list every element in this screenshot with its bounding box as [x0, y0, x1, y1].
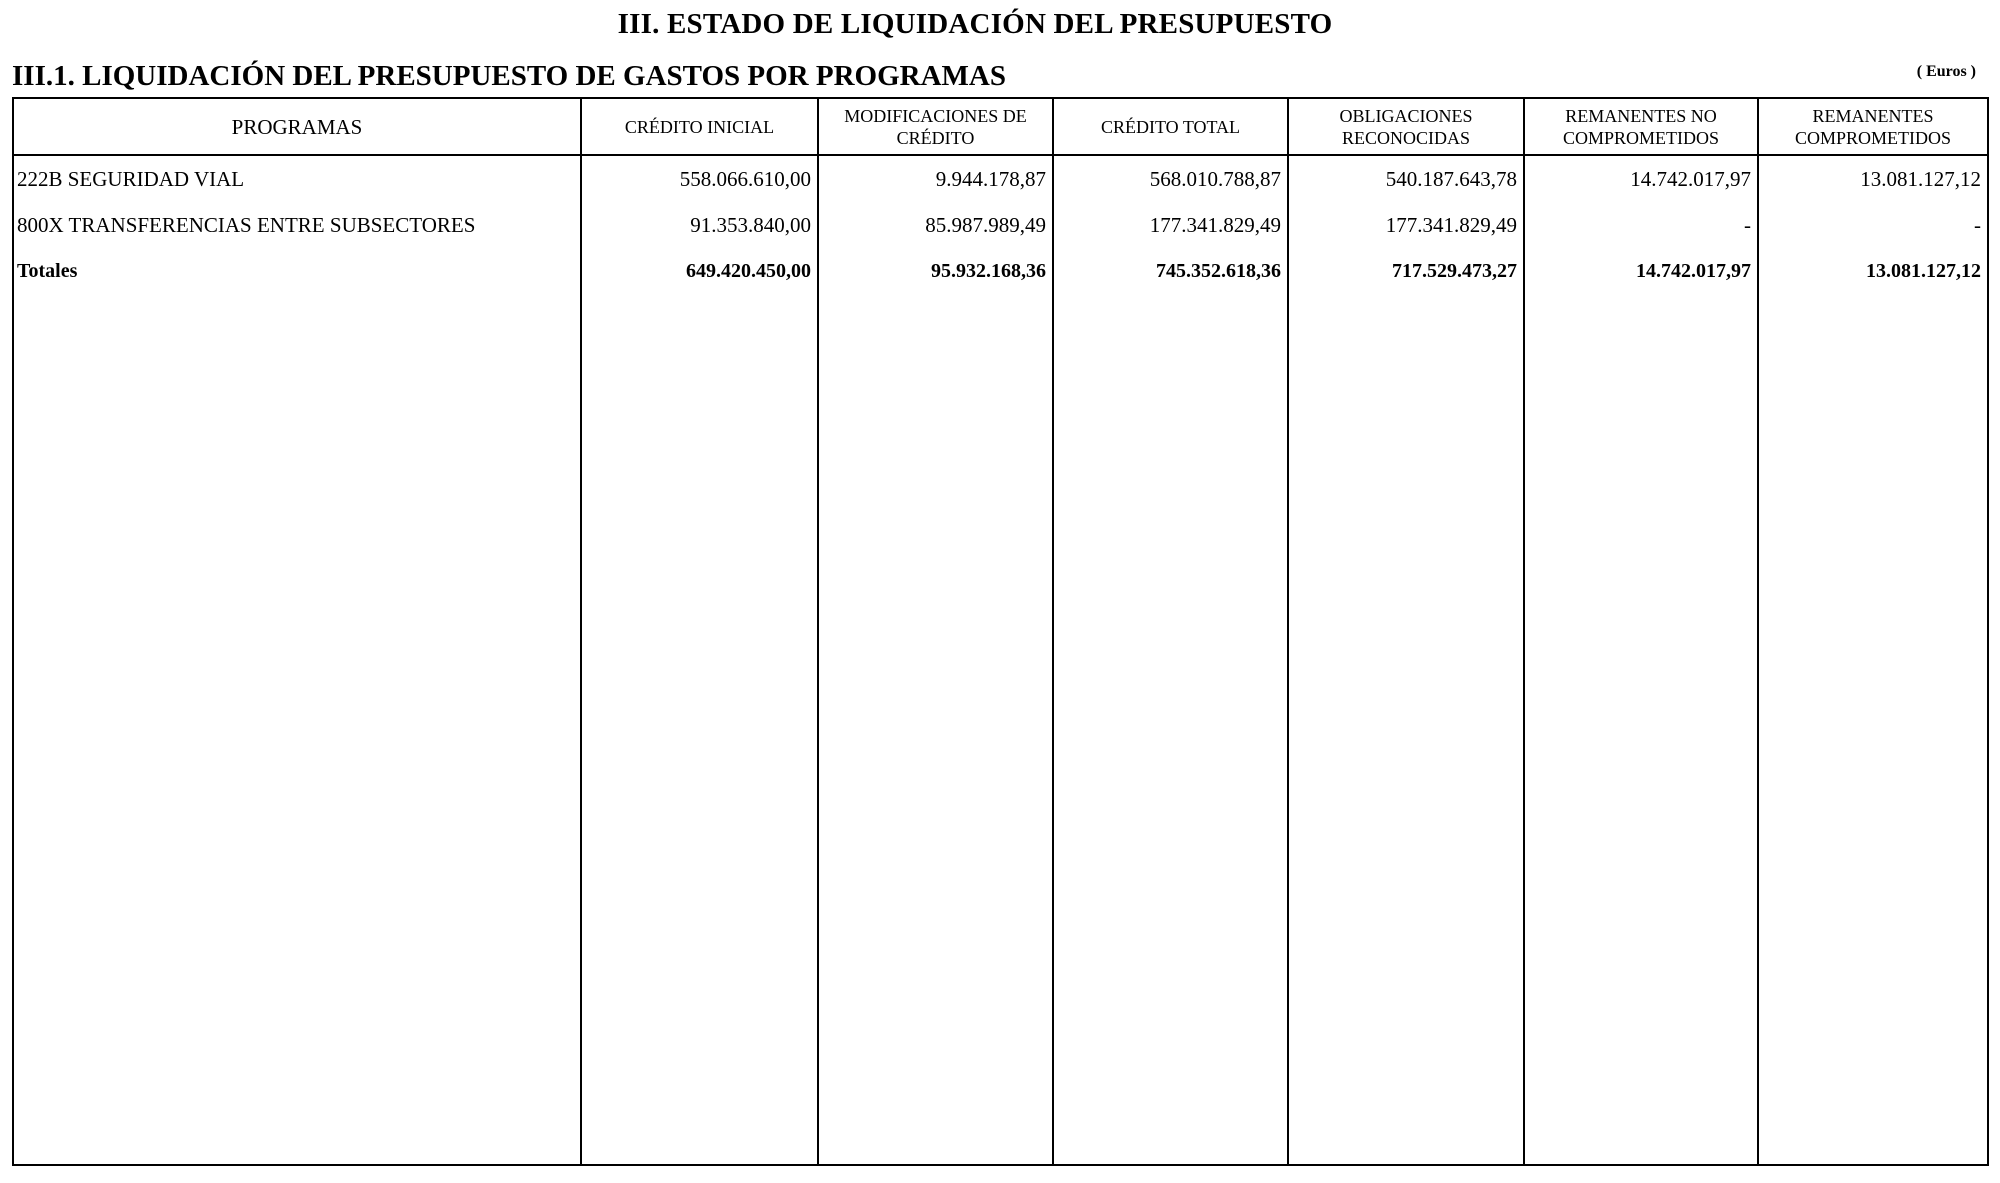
totals-modificaciones: 95.932.168,36: [818, 248, 1053, 294]
header-obligaciones-reconocidas: OBLIGACIONES RECONOCIDAS: [1288, 98, 1524, 155]
table-body: [13, 155, 1988, 1165]
totals-remanentes-comprometidos: 13.081.127,12: [1758, 248, 1988, 294]
cell-credito-inicial: 558.066.610,00: [581, 155, 818, 202]
empty-cell: [1524, 294, 1758, 1165]
totals-row: [13, 248, 1988, 294]
cell-obligaciones: 540.187.643,78: [1288, 155, 1524, 202]
table-row: [13, 202, 1988, 248]
empty-cell: [1288, 294, 1524, 1165]
cell-remanentes-no-comprometidos: 14.742.017,97: [1524, 155, 1758, 202]
cell-remanentes-comprometidos: -: [1758, 202, 1988, 248]
cell-credito-total: 568.010.788,87: [1053, 155, 1288, 202]
empty-cell: [13, 294, 581, 1165]
table-header: [13, 98, 1988, 155]
cell-modificaciones: 85.987.989,49: [818, 202, 1053, 248]
empty-cell: [818, 294, 1053, 1165]
header-credito-total: CRÉDITO TOTAL: [1053, 98, 1288, 155]
totals-obligaciones: 717.529.473,27: [1288, 248, 1524, 294]
header-row: [13, 98, 1988, 155]
cell-remanentes-no-comprometidos: -: [1524, 202, 1758, 248]
header-remanentes-no-comprometidos: REMANENTES NO COMPROMETIDOS: [1524, 98, 1758, 155]
cell-remanentes-comprometidos: 13.081.127,12: [1758, 155, 1988, 202]
cell-credito-inicial: 91.353.840,00: [581, 202, 818, 248]
totals-credito-inicial: 649.420.450,00: [581, 248, 818, 294]
empty-cell: [1758, 294, 1988, 1165]
totals-credito-total: 745.352.618,36: [1053, 248, 1288, 294]
totals-label: Totales: [13, 248, 581, 294]
cell-modificaciones: 9.944.178,87: [818, 155, 1053, 202]
cell-obligaciones: 177.341.829,49: [1288, 202, 1524, 248]
units-label: ( Euros ): [1916, 63, 1976, 80]
empty-cell: [1053, 294, 1288, 1165]
header-credito-inicial: CRÉDITO INICIAL: [581, 98, 818, 155]
header-modificaciones-credito: MODIFICACIONES DE CRÉDITO: [818, 98, 1053, 155]
cell-programa: 800X TRANSFERENCIAS ENTRE SUBSECTORES: [13, 202, 581, 248]
empty-filler-row: [13, 294, 1988, 1165]
header-programas: PROGRAMAS: [13, 98, 581, 155]
budget-liquidation-table: [12, 97, 1989, 1166]
main-title: III. ESTADO DE LIQUIDACIÓN DEL PRESUPUESTO: [617, 8, 1333, 40]
totals-remanentes-no-comprometidos: 14.742.017,97: [1524, 248, 1758, 294]
header-remanentes-comprometidos: REMANENTES COMPROMETIDOS: [1758, 98, 1988, 155]
cell-programa: 222B SEGURIDAD VIAL: [13, 155, 581, 202]
empty-cell: [581, 294, 818, 1165]
table-row: [13, 155, 1988, 202]
section-title: III.1. LIQUIDACIÓN DEL PRESUPUESTO DE GASTOS POR PROGRAMAS: [12, 60, 1006, 92]
cell-credito-total: 177.341.829,49: [1053, 202, 1288, 248]
